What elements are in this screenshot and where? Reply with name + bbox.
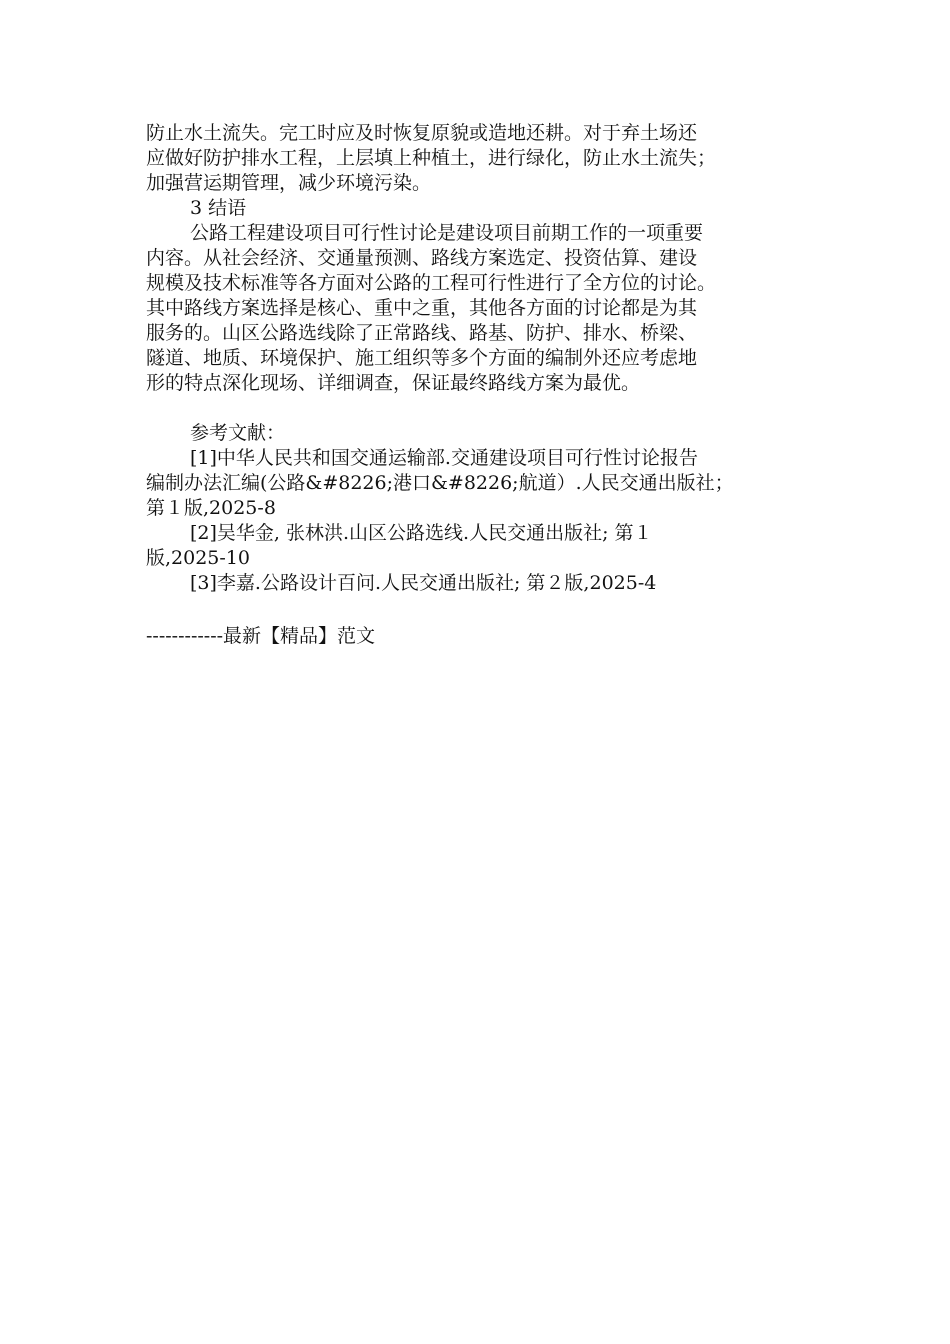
blank-line: [146, 396, 826, 421]
body-line: 防止水土流失。完工时应及时恢复原貌或造地还耕。对于弃土场还: [146, 122, 698, 144]
body-line: 内容。从社会经济、交通量预测、路线方案选定、投资估算、建设: [146, 247, 698, 269]
body-line: 加强营运期管理，减少环境污染。: [146, 172, 432, 194]
reference-line: 版,2025-10: [146, 547, 250, 569]
reference-line: 编制办法汇编(公路&#8226;港口&#8226;航道）.人民交通出版社；: [146, 472, 734, 494]
reference-line: [2]吴华金, 张林洪.山区公路选线.人民交通出版社; 第１: [190, 522, 653, 544]
body-line: 隧道、地质、环境保护、施工组织等多个方面的编制外还应考虑地: [146, 347, 698, 369]
reference-line: [1]中华人民共和国交通运输部.交通建设项目可行性讨论报告: [190, 447, 698, 469]
paragraph-conclusion: [146, 221, 826, 396]
body-line: 其中路线方案选择是核心、重中之重，其他各方面的讨论都是为其: [146, 297, 698, 319]
body-line: 规模及技术标准等各方面对公路的工程可行性进行了全方位的讨论。: [146, 272, 717, 294]
body-line: 应做好防护排水工程，上层填上种植土，进行绿化，防止水土流失；: [146, 147, 717, 169]
references-title: 参考文献：: [190, 422, 286, 444]
body-line: 形的特点深化现场、详细调查，保证最终路线方案为最优。: [146, 372, 641, 394]
footer-tagline: ------------最新【精品】范文: [146, 625, 376, 647]
body-line: 公路工程建设项目可行性讨论是建设项目前期工作的一项重要: [190, 222, 704, 244]
reference-item: [146, 521, 826, 571]
reference-item: [146, 571, 826, 596]
document-body: [146, 121, 826, 649]
reference-line: 第１版,2025-8: [146, 497, 276, 519]
paragraph-environment: [146, 121, 826, 196]
reference-list: [146, 446, 826, 596]
reference-item: [146, 446, 826, 521]
reference-line: [3]李嘉.公路设计百问.人民交通出版社; 第２版,2025-4: [190, 572, 657, 594]
body-line: 服务的。山区公路选线除了正常路线、路基、防护、排水、桥梁、: [146, 322, 698, 344]
section-heading: 3 结语: [190, 197, 247, 219]
